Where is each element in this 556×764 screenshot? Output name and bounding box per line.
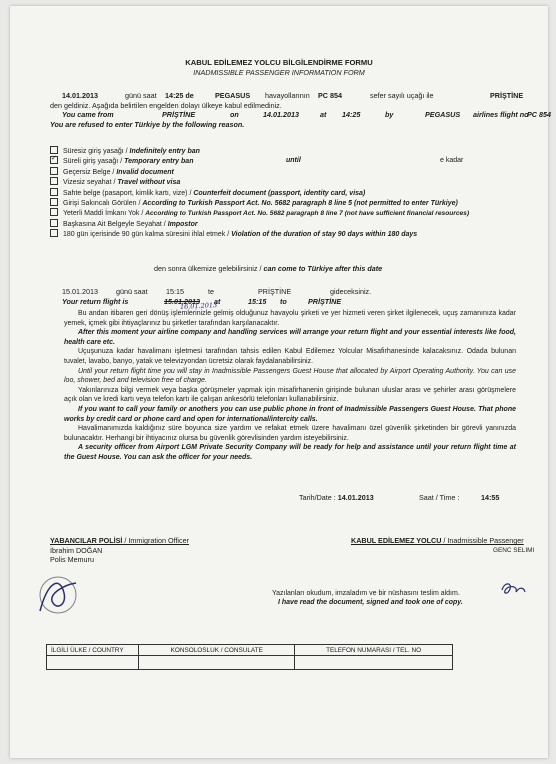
at-label: at (320, 110, 327, 119)
reason-tr: Girişi Sakıncalı Görülen / (63, 200, 143, 208)
from-label: You came from (62, 110, 114, 119)
passenger-title-tr: KABUL EDİLEMEZ YOLCU (351, 536, 442, 545)
reason-en: According to Turkish Passport Act. No. 5682 paragraph 8 line 7 (not have sufficient financial resources) (145, 210, 470, 218)
handwritten-correction: 16.01.2013 (179, 301, 218, 311)
paragraph-tr: Havalimanımızda kaldığınız süre boyunca size yardım ve refakat etmek üzere havalimanı özel güvenlik şirketinden bir görevli yanınızda bulunacaktır. Herhangi bir ihtiyacınız olursa bu güvenlik görevlisinden yardım isteyebilirsiniz. (64, 425, 516, 442)
arrival-day-word: günü saat (125, 91, 157, 100)
issue-date-line (299, 493, 519, 503)
flight-no: PC 854 (527, 110, 551, 119)
reason-tr: Süresiz giriş yasağı / (63, 148, 130, 155)
reason-en: Violation of the duration of stay 90 days within 180 days (231, 231, 418, 239)
reason-en: Invalid document (116, 168, 174, 176)
officer-title-en: / Immigration Officer (122, 536, 189, 545)
arrival-airline-word: havayollarının (265, 91, 310, 100)
on-label: on (230, 110, 239, 119)
paragraph-tr: Yakınlarınıza bilgi vermek veya başka görüşmeler yapmak için misafirhanenin girişinde bulunan uluslar arası ve şehirler arası görüşmelere açık olan ve kredi kartı veya telefon kartı ile çalışan ankesörlü telefonları kullanabilirsiniz. (64, 386, 516, 404)
flight-label: airlines flight no (473, 110, 529, 119)
reason-tr: Vizesiz seyahat / (63, 179, 118, 187)
checkbox[interactable] (50, 188, 58, 196)
paragraph-en: After this moment your airline company and handling services will arrange your return flight and your essential interests like food, health care etc. (64, 329, 516, 346)
issue-date: 14.01.2013 (337, 493, 374, 502)
return-te: te (208, 287, 214, 296)
document-page (10, 6, 551, 758)
by-label: by (385, 110, 394, 119)
return-date-en: 15.01.2013 (164, 296, 200, 306)
on-date: 14.01.2013 (263, 110, 299, 119)
reason-until: until (286, 157, 301, 165)
form-title-tr: KABUL EDİLEMEZ YOLCU BİLGİLENDİRME FORMU (185, 58, 373, 67)
refused-statement: You are refused to enter Türkiye by the following reason. (50, 119, 245, 129)
acknowledgement-en: I have read the document, signed and took one of copy. (278, 599, 463, 606)
paragraph-en: If you want to call your family or anothers you can use public phone in front of Inadmissible Passengers Guest House. That phone works by credit card or phone card and open for international/intercity calls. (64, 405, 516, 423)
passenger-title-en: / Inadmissible Passenger (441, 536, 524, 545)
return-city-en: PRİŞTİNE (308, 296, 342, 306)
time-label: Saat / Time : (419, 493, 460, 502)
arrival-flight-word: sefer sayılı uçağı ile (370, 91, 434, 100)
checkbox[interactable] (50, 198, 58, 206)
table-divider (46, 655, 453, 656)
paragraph-en: Until your return flight time you will stay in Inadmissible Passengers Guest House that allocated by Airport Operating Authority. You can use loo, shower, bed and television free of charge. (64, 367, 516, 385)
reason-tr: Yeterli Maddi İmkanı Yok / (63, 210, 146, 218)
reason-no-visa (50, 177, 540, 187)
reason-tr: 180 gün içerisinde 90 gün kalma süresini ihlal etmek / (63, 231, 232, 239)
checkbox-checked[interactable] (50, 156, 58, 164)
issue-time: 14:55 (481, 493, 500, 502)
return-time: 15:15 (166, 287, 184, 296)
arrival-time: 14:25 de (165, 91, 194, 100)
date-label: Tarih/Date : (299, 493, 336, 502)
reason-indefinite-ban (50, 146, 540, 156)
return-time-en: 15:15 (248, 296, 267, 306)
checkbox[interactable] (50, 146, 58, 154)
reason-en: Travel without visa (117, 179, 181, 187)
after-date-tr: den sonra ülkemize gelebilirsiniz / (154, 264, 264, 273)
paragraph-tr: Uçuşunuza kadar havalimanı işletmesi tarafından tahsis edilen Kabul Edilemez Yolcular Misafirhanesinde kalacaksınız. Odada bulunan tuvalet, lavabo, banyo, yatak ve televizyondan ücretsiz olarak faydalanabilirsiniz. (64, 348, 516, 365)
arrival-flight: PC 854 (318, 91, 342, 100)
at-time: 14:25 (342, 110, 361, 119)
arrival-section (50, 91, 551, 129)
passenger-name: GENC SELIMI (493, 546, 535, 554)
paragraph-en: A security officer from Airport LGM Private Security Company will be ready for help and assistance until your return flight time at the Guest House. You can ask the officer for your needs. (64, 444, 516, 461)
reason-invalid-document (50, 167, 540, 177)
officer-title-tr: YABANCILAR POLİSİ (50, 536, 123, 545)
return-date: 15.01.2013 (62, 287, 98, 296)
checkbox[interactable] (50, 177, 58, 185)
by-airline: PEGASUS (425, 110, 461, 119)
reason-en: Indefinitely entry ban (129, 148, 200, 155)
reason-counterfeit (50, 188, 540, 198)
officer-signature (30, 571, 86, 619)
officer-role: Polis Memuru (50, 555, 94, 564)
return-at-en: at (214, 296, 221, 306)
arrival-tail: den geldiniz. Aşağıda belirtilen engelden dolayı ülkeye kabul edilmediniz. (50, 100, 282, 110)
officer-block (50, 536, 189, 565)
return-go-word: gideceksiniz. (330, 287, 372, 296)
form-title-en: INADMISSIBLE PASSENGER INFORMATION FORM (193, 68, 365, 77)
arrival-origin: PRİŞTİNE (490, 91, 524, 100)
after-date-line (154, 264, 382, 274)
reason-tr: Süreli giriş yasağı / (63, 158, 125, 166)
table-header-consulate: KONSOLOSLUK / CONSULATE (139, 645, 295, 669)
reason-no-funds (50, 208, 540, 218)
consulate-table (46, 644, 453, 670)
return-city: PRİŞTİNE (258, 287, 292, 296)
from-city: PRİŞTİNE (162, 110, 196, 119)
checkbox[interactable] (50, 229, 58, 237)
table-header-country: İLGİLİ ÜLKE / COUNTRY (47, 645, 139, 669)
paragraph-tr: Bu andan itibaren geri dönüş işlemlerinizle gelmiş olduğunuz havayolu şirketi ve yer hizmeti veren şirket ilgilenecek, uçuş zamanınıza kadar yemek, içmek gibi ihtiyaçlarınız bu şirketler tarafından karşılanacaktır. (64, 310, 516, 327)
reason-checklist (50, 146, 540, 240)
return-to-en: to (280, 296, 287, 306)
reason-tr: Başkasına Ait Belgeyle Seyahat / (63, 220, 168, 228)
reason-en: Counterfeit document (passport, identity card, visa) (193, 189, 366, 197)
reason-en: Impostor (167, 220, 198, 228)
reason-en: Temporary entry ban (124, 158, 194, 166)
checkbox[interactable] (50, 208, 58, 216)
acknowledgement-tr: Yazılanları okudum, imzaladım ve bir nüshasını teslim aldım. (272, 590, 460, 597)
reason-en: According to Turkish Passport Act. No. 5682 paragraph 8 line 5 (not permitted to enter Türkiye) (142, 200, 458, 208)
information-paragraphs (64, 309, 516, 463)
reason-tr: Sahte belge (pasaport, kimlik kartı, vize) / (63, 189, 194, 197)
return-flight-section (62, 287, 522, 311)
arrival-date: 14.01.2013 (62, 91, 98, 100)
reason-temporary-ban (50, 156, 540, 166)
return-label-en: Your return flight is (62, 296, 129, 306)
checkbox[interactable] (50, 167, 58, 175)
passenger-block (351, 536, 541, 555)
officer-name: İbrahim DOĞAN (50, 545, 103, 555)
after-date-en: can come to Türkiye after this date (263, 264, 383, 273)
arrival-airline: PEGASUS (215, 91, 251, 100)
reason-tr: Geçersiz Belge / (63, 168, 117, 176)
reason-extra: e kadar (440, 157, 464, 165)
reason-impostor (50, 219, 540, 229)
reason-not-permitted (50, 198, 540, 208)
table-header-phone: TELEFON NUMARASI / TEL. NO (326, 647, 422, 654)
passenger-signature (498, 580, 528, 598)
return-day-word: günü saat (116, 287, 148, 296)
checkbox[interactable] (50, 219, 58, 227)
reason-overstay (50, 229, 540, 239)
